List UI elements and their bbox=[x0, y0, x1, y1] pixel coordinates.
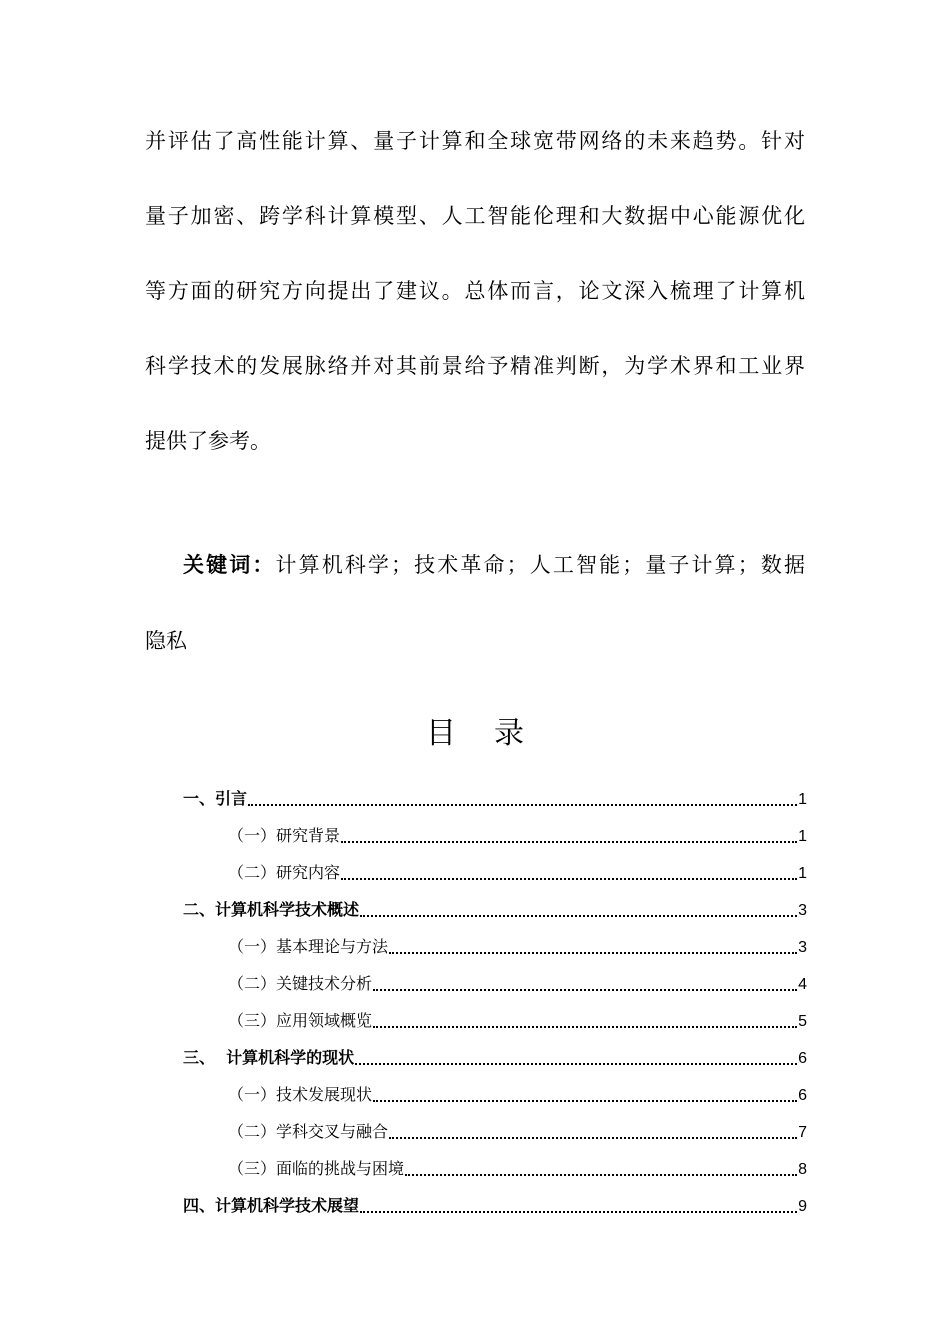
toc-dot-leader bbox=[373, 989, 797, 991]
toc-dot-leader bbox=[405, 1174, 797, 1176]
toc-entry-title: （一）基本理论与方法 bbox=[228, 937, 389, 956]
keywords-label: 关键词： bbox=[183, 553, 276, 577]
toc-dot-leader bbox=[360, 1211, 797, 1213]
toc-entry-title: （二）研究内容 bbox=[228, 863, 341, 882]
toc-dot-leader bbox=[389, 1137, 797, 1139]
toc-dot-leader bbox=[341, 841, 797, 843]
toc-dot-leader bbox=[373, 1026, 797, 1028]
keywords-list: 计算机科学；技术革命；人工智能；量子计算；数据 bbox=[275, 553, 806, 577]
abstract-line: 并评估了高性能计算、量子计算和全球宽带网络的未来趋势。针对 bbox=[145, 129, 805, 153]
toc-page-number: 1 bbox=[798, 828, 807, 845]
toc-entry[interactable] bbox=[228, 1084, 807, 1107]
toc-page-number: 6 bbox=[798, 1087, 807, 1104]
toc-entry[interactable] bbox=[228, 862, 807, 885]
toc-title: 目录 bbox=[426, 716, 562, 751]
toc-entry[interactable] bbox=[183, 1195, 807, 1218]
toc-page-number: 1 bbox=[798, 791, 807, 808]
toc-entry[interactable] bbox=[228, 1121, 807, 1144]
toc-entry-title: （二）关键技术分析 bbox=[228, 974, 373, 993]
toc-entry-title: 三、 计算机科学的现状 bbox=[183, 1048, 355, 1067]
toc-entry-title: 四、计算机科学技术展望 bbox=[183, 1196, 360, 1215]
toc-entry-title: （三）应用领域概览 bbox=[228, 1011, 373, 1030]
abstract-line: 科学技术的发展脉络并对其前景给予精准判断，为学术界和工业界 bbox=[145, 354, 805, 378]
toc-dot-leader bbox=[248, 804, 797, 806]
toc-dot-leader bbox=[341, 878, 797, 880]
toc-entry-title: （三）面临的挑战与困境 bbox=[228, 1159, 405, 1178]
toc-page-number: 1 bbox=[798, 865, 807, 882]
toc-page-number: 7 bbox=[798, 1124, 807, 1141]
toc-entry[interactable] bbox=[183, 1047, 807, 1070]
toc-entry-title: 一、引言 bbox=[183, 789, 248, 808]
toc-dot-leader bbox=[373, 1100, 797, 1102]
abstract-line: 提供了参考。 bbox=[145, 429, 271, 453]
toc-entry-title: （一）研究背景 bbox=[228, 826, 341, 845]
toc-page-number: 6 bbox=[798, 1050, 807, 1067]
abstract-line: 量子加密、跨学科计算模型、人工智能伦理和大数据中心能源优化 bbox=[145, 204, 805, 228]
toc-entry[interactable] bbox=[183, 788, 807, 811]
toc-entry-title: （一）技术发展现状 bbox=[228, 1085, 373, 1104]
toc-entry[interactable] bbox=[228, 1158, 807, 1181]
toc-page-number: 5 bbox=[798, 1013, 807, 1030]
toc-page-number: 3 bbox=[798, 902, 807, 919]
toc-page-number: 9 bbox=[798, 1198, 807, 1215]
toc-page-number: 8 bbox=[798, 1161, 807, 1178]
keywords-line bbox=[183, 552, 805, 578]
toc-entry[interactable] bbox=[228, 1010, 807, 1033]
toc-entry[interactable] bbox=[228, 936, 807, 959]
keywords-list-continued: 隐私 bbox=[145, 629, 187, 653]
toc-page-number: 4 bbox=[798, 976, 807, 993]
toc-entry-title: 二、计算机科学技术概述 bbox=[183, 900, 360, 919]
toc-entry[interactable] bbox=[228, 825, 807, 848]
toc-dot-leader bbox=[355, 1063, 797, 1065]
toc-dot-leader bbox=[360, 915, 797, 917]
toc-entry-title: （二）学科交叉与融合 bbox=[228, 1122, 389, 1141]
toc-entry[interactable] bbox=[183, 899, 807, 922]
abstract-line: 等方面的研究方向提出了建议。总体而言，论文深入梳理了计算机 bbox=[145, 279, 805, 303]
toc-page-number: 3 bbox=[798, 939, 807, 956]
toc-entry[interactable] bbox=[228, 973, 807, 996]
toc-dot-leader bbox=[389, 952, 797, 954]
